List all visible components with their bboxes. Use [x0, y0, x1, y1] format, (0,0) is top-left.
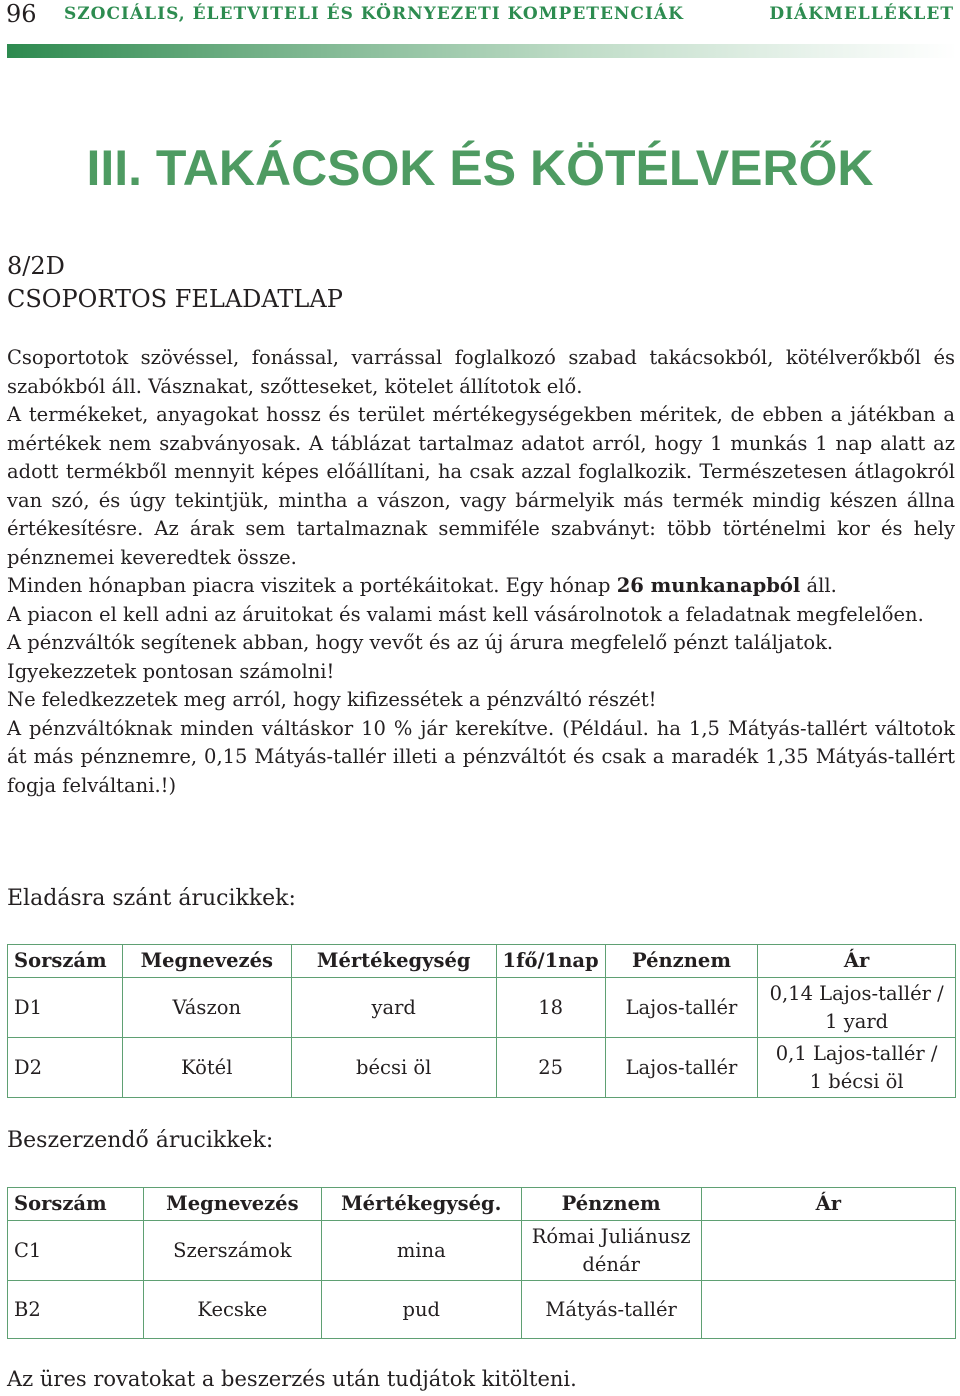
paragraph-exchangers: A pénzváltók segítenek abban, hogy vevőt és az új árura megfelelő pénzt találjatok. [7, 631, 834, 654]
paragraph-intro: Csoportotok szövéssel, fonással, varrással foglalkozó szabad takácsokból, kötélverőkből és szabókból áll. Vásznakat, szőtteseket, kötelet állítotok elő. [7, 346, 955, 398]
currency-line: Római Juliánusz [531, 1224, 691, 1248]
page-number: 96 [6, 0, 37, 28]
price-line: 1 yard [825, 1009, 889, 1033]
cell-currency [521, 1221, 701, 1281]
footer-note: Az üres rovatokat a beszerzés után tudjátok kitölteni. [7, 1367, 577, 1391]
table-header-row [8, 945, 956, 978]
table-row [8, 978, 956, 1038]
cell-name: Szerszámok [143, 1221, 321, 1281]
currency-line: dénár [582, 1252, 640, 1276]
cell-unit: yard [291, 978, 496, 1038]
paragraph-market-text: Minden hónapban piacra viszitek a portékáitokat. Egy hónap [7, 574, 617, 597]
header-gradient-rule [7, 44, 957, 58]
cell-name: Vászon [122, 978, 291, 1038]
sheet-code: 8/2D [7, 252, 65, 280]
cell-price [758, 978, 956, 1038]
buy-section-title: Beszerzendő árucikkek: [7, 1128, 274, 1153]
cell-id: B2 [8, 1281, 144, 1339]
cell-name: Kecske [143, 1281, 321, 1339]
column-header: Ár [701, 1188, 955, 1221]
price-line: 0,1 Lajos-tallér / [775, 1041, 938, 1065]
column-header: Pénznem [605, 945, 758, 978]
buy-table [7, 1187, 956, 1339]
cell-currency: Lajos-tallér [605, 1038, 758, 1098]
price-line: 0,14 Lajos-tallér / [769, 981, 944, 1005]
price-line: 1 bécsi öl [809, 1069, 904, 1093]
column-header: Sorszám [8, 1188, 144, 1221]
paragraph-precision: Igyekezzetek pontosan számolni! [7, 659, 335, 683]
cell-unit: mina [321, 1221, 521, 1281]
cell-output: 25 [496, 1038, 605, 1098]
instructions-body [7, 344, 955, 800]
column-header: 1fő/1nap [496, 945, 605, 978]
cell-price-empty [701, 1281, 955, 1339]
column-header: Mértékegység [291, 945, 496, 978]
paragraph-pay: Ne feledkezzetek meg arról, hogy kifizessétek a pénzváltó részét! [7, 688, 657, 711]
paragraph-market [7, 572, 955, 601]
cell-price [758, 1038, 956, 1098]
cell-currency: Mátyás-tallér [521, 1281, 701, 1339]
cell-id: C1 [8, 1221, 144, 1281]
column-header: Megnevezés [122, 945, 291, 978]
paragraph-fee: A pénzváltóknak minden váltáskor 10 % jár kerekítve. (Például. ha 1,5 Mátyás-tallért váltotok át más pénznemre, 0,15 Mátyás-tallér illeti a pénzváltót és csak a maradék 1,35 Mátyás-tallért fogja felváltani.!) [7, 716, 955, 797]
column-header: Mértékegység. [321, 1188, 521, 1221]
page-header [0, 0, 960, 32]
cell-price-empty [701, 1221, 955, 1281]
cell-unit: bécsi öl [291, 1038, 496, 1098]
sell-section-title: Eladásra szánt árucikkek: [7, 886, 296, 911]
column-header: Ár [758, 945, 956, 978]
cell-currency: Lajos-tallér [605, 978, 758, 1038]
chapter-title: III. TAKÁCSOK ÉS KÖTÉLVERŐK [86, 140, 874, 196]
cell-name: Kötél [122, 1038, 291, 1098]
column-header: Sorszám [8, 945, 123, 978]
sell-table [7, 944, 956, 1098]
table-header-row [8, 1188, 956, 1221]
running-title: SZOCIÁLIS, ÉLETVITELI ÉS KÖRNYEZETI KOMPETENCIÁK [64, 4, 684, 24]
sheet-title: CSOPORTOS FELADATLAP [7, 285, 343, 313]
cell-id: D1 [8, 978, 123, 1038]
running-section-label: DIÁKMELLÉKLET [769, 4, 954, 24]
cell-unit: pud [321, 1281, 521, 1339]
paragraph-measures: A termékeket, anyagokat hossz és terület mértékegységekben méritek, de ebben a játékban a mértékek nem szabványosak. A táblázat tartalmaz adatot arról, hogy 1 munkás 1 nap alatt az adott termékből mennyit képes előállítani, ha csak azzal foglalkozik. Természetesen átlagokról van szó, és úgy tekintjük, mintha a vászon, vagy bármelyik más termék mindig készen állna értékesítésre. Az árak sem tartalmaznak semmiféle szabványt: több történelmi kor és hely pénznemei keveredtek össze. [7, 403, 955, 569]
cell-output: 18 [496, 978, 605, 1038]
table-row [8, 1281, 956, 1339]
cell-id: D2 [8, 1038, 123, 1098]
workdays-emphasis: 26 munkanapból [616, 574, 801, 597]
table-row [8, 1038, 956, 1098]
paragraph-sell: A piacon el kell adni az áruitokat és valami mást kell vásárolnotok a feladatnak megfelelően. [7, 602, 924, 626]
column-header: Megnevezés [143, 1188, 321, 1221]
column-header: Pénznem [521, 1188, 701, 1221]
paragraph-market-end: áll. [800, 574, 837, 597]
table-row [8, 1221, 956, 1281]
